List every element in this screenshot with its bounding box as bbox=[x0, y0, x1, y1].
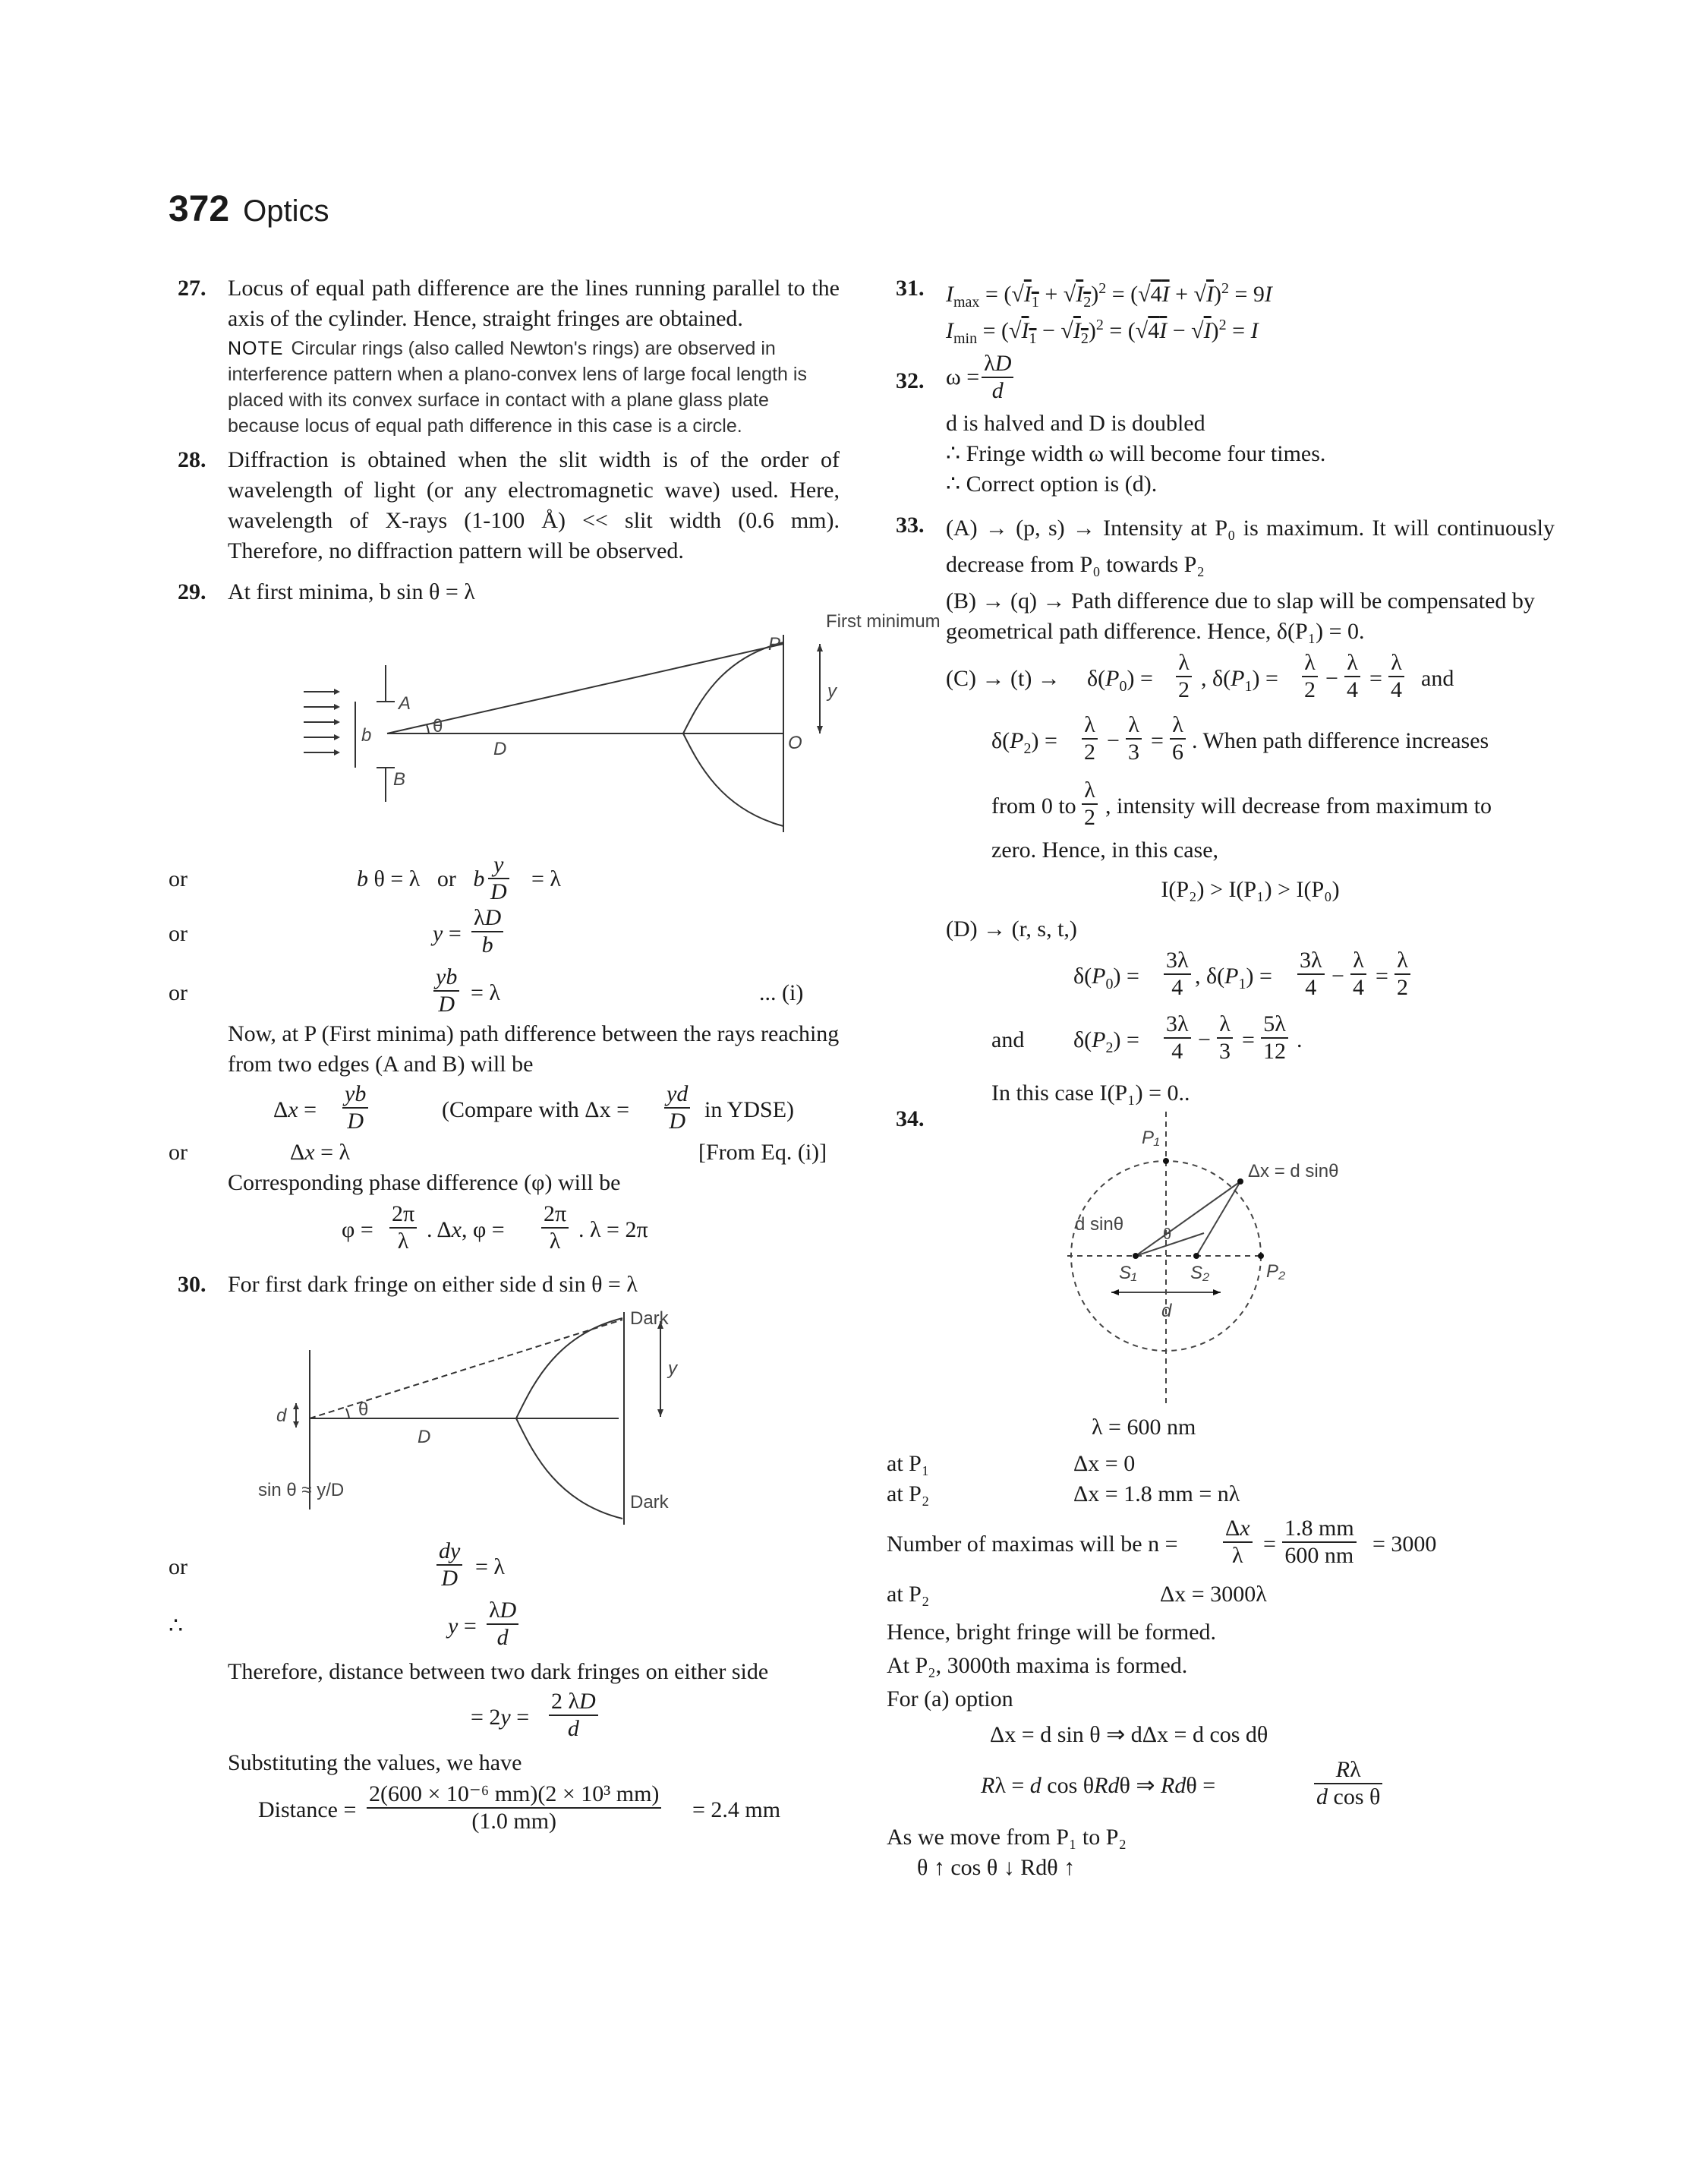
option-d-eq1: $\delta(P_0)$ = $\frac{3\lambda}{4}$ , $\delta(P_1)$ = $\frac{3\lambda}{4}$ − $\frac{\lambda}{4}$ = $\frac{\lambda}{2}$ bbox=[946, 945, 1555, 1008]
option-a-text: (A) → (p, s) → Intensity at P₀ is maximum. It will continuously decrease from P₀ towards P₂ bbox=[946, 516, 1555, 577]
question-number: 29. bbox=[178, 579, 206, 604]
equation-b-theta: or b θ = λ or b $\frac{y}{D}$ = λ bbox=[169, 852, 561, 904]
option-c-label: (C) → (t) → bbox=[946, 666, 1060, 691]
fig-label-theta: θ bbox=[358, 1399, 369, 1420]
fig-label-y: y bbox=[827, 681, 837, 702]
distance-denominator: (1.0 mm) bbox=[471, 1809, 557, 1834]
ydse-text: in YDSE) bbox=[704, 1097, 795, 1122]
at-p2-label: at P₂ bbox=[887, 1582, 930, 1607]
at-p2-3000-row bbox=[887, 1579, 1555, 1616]
phase-difference-text: Corresponding phase difference (φ) will be bbox=[228, 1170, 621, 1195]
option-c-eq3: from 0 to $\frac{\lambda}{2}$ , intensity will decrease from maximum to bbox=[991, 778, 1492, 830]
q32-line2: ∴ Fringe width ω will become four times. bbox=[946, 441, 1326, 466]
answer-text: Locus of equal path difference are the lines running parallel to the axis of the cylinder. Hence, straight fringes are obtained. bbox=[228, 276, 840, 331]
at-p2-label: at P₂ bbox=[887, 1481, 930, 1506]
note-text: Circular rings (also called Newton's rings) are observed in interference pattern when a plano-convex lens of large focal length is placed with its convex surface in contact with a plane glass plate because locus of equal path difference in this case is a circle. bbox=[228, 338, 807, 437]
right-column bbox=[887, 273, 1555, 1883]
question-34-solution bbox=[887, 1412, 1555, 1883]
page-number: 372 bbox=[169, 189, 230, 229]
or-label: or bbox=[169, 1554, 188, 1579]
at-p1-label: at P₁ bbox=[887, 1451, 930, 1476]
option-a-text: For (a) option bbox=[887, 1686, 1013, 1711]
answer-intro: For first dark fringe on either side d sin θ = λ bbox=[228, 1272, 638, 1297]
equation-dx-dsin: Δx = d sin θ ⇒ dΔx = d cos dθ bbox=[990, 1722, 1268, 1747]
maxima-label: Number of maximas will be n = bbox=[887, 1532, 1178, 1557]
question-number: 33. bbox=[896, 513, 925, 538]
equation-phi: φ = $\frac{2\pi}{\lambda}$ . Δx, φ = $\frac{2\pi}{\lambda}$ . λ = 2π bbox=[342, 1201, 648, 1254]
dark-fringe-diagram bbox=[228, 1304, 835, 1532]
or-label: or bbox=[169, 1140, 188, 1165]
path-difference-text: Now, at P (First minima) path difference between the rays reaching from two edges (A and B) will be bbox=[228, 1021, 840, 1077]
substituting-text: Substituting the values, we have bbox=[228, 1750, 522, 1775]
question-28 bbox=[169, 445, 840, 566]
question-34 bbox=[887, 1104, 1555, 1408]
compare-text: (Compare with Δx = bbox=[442, 1097, 630, 1122]
equation-yb: or $\frac{yb}{D}$ = λ ... (i) bbox=[169, 964, 804, 1017]
fig-label-theta: θ bbox=[433, 716, 443, 737]
q32-line3: ∴ Correct option is (d). bbox=[946, 472, 1158, 497]
fig-label-P: P bbox=[768, 634, 781, 655]
question-number: 34. bbox=[896, 1106, 925, 1131]
from-eq-ref: [From Eq. (i)] bbox=[698, 1140, 827, 1165]
question-33 bbox=[887, 510, 1555, 1109]
at-p2-value: Δx = 1.8 mm = nλ bbox=[1073, 1481, 1240, 1506]
option-c-and: and bbox=[1421, 666, 1454, 691]
option-c-eq2: $\delta(P_2)$ = $\frac{\lambda}{2}$ − $\frac{\lambda}{3}$ = $\frac{\lambda}{6}$ . When path difference increases bbox=[991, 712, 1489, 765]
fig-label-D: D bbox=[418, 1427, 431, 1447]
option-c-from: from 0 to bbox=[991, 793, 1076, 819]
q32-line1: d is halved and D is doubled bbox=[946, 411, 1205, 436]
equation-dy: or $\frac{dy}{D}$ = λ bbox=[169, 1538, 505, 1591]
equation-imin: $I_{min} = (√I_1 - √I_2)^2 = (√4I - √I)^2 = I$ bbox=[946, 317, 1259, 347]
distance-numerator: 2(600 × 10⁻⁶ mm)(2 × 10³ mm) bbox=[367, 1781, 661, 1809]
page-header bbox=[169, 188, 329, 230]
fig-label-A: A bbox=[399, 693, 411, 714]
equation-omega: ω = $\frac{\lambda D}{d}$ bbox=[946, 351, 1555, 409]
distance-label: Distance = bbox=[258, 1797, 357, 1822]
fig-label-b: b bbox=[361, 725, 372, 746]
maxima-equation: Number of maximas will be n = $\frac{\Delta x}{\lambda}$ = $\frac{1.8 mm}{600 nm}$ = 3000 bbox=[887, 1516, 1437, 1568]
or-label: or bbox=[169, 921, 188, 946]
therefore-symbol: ∴ bbox=[169, 1614, 184, 1639]
question-27 bbox=[169, 273, 840, 439]
bright-fringe-text: Hence, bright fringe will be formed. bbox=[887, 1620, 1217, 1645]
fig-label-d: d bbox=[276, 1405, 287, 1426]
fig-label-approx: sin θ ≈ y/D bbox=[258, 1480, 345, 1500]
fig-label-dx: Δx = d sinθ bbox=[1248, 1161, 1339, 1181]
equation-y-dark: ∴ y = $\frac{\lambda D}{d}$ bbox=[228, 1596, 840, 1657]
fig-label-dark-bottom: Dark bbox=[630, 1492, 669, 1513]
fig-label-y: y bbox=[668, 1358, 677, 1379]
maxima-formed-text: At P₂, 3000th maxima is formed. bbox=[887, 1653, 1188, 1678]
fig-label-B: B bbox=[393, 769, 406, 790]
equation-ref: ... (i) bbox=[759, 980, 804, 1005]
distance-result: = 2.4 mm bbox=[692, 1797, 781, 1822]
question-number: 28. bbox=[178, 447, 206, 472]
maxima-result: = 3000 bbox=[1372, 1532, 1437, 1557]
at-p1-value: Δx = 0 bbox=[1073, 1451, 1136, 1476]
question-30 bbox=[169, 1270, 840, 1839]
at-p2-row bbox=[887, 1479, 1555, 1513]
fig-label-S1: S₁ bbox=[1119, 1263, 1137, 1283]
fig-label-theta: θ bbox=[1163, 1226, 1172, 1243]
fig-label-first-minimum: First minimum bbox=[826, 611, 941, 632]
fig-label-P1: P₁ bbox=[1142, 1128, 1160, 1148]
option-d-eq2: and $\delta(P_2)$ = $\frac{3\lambda}{4}$ − $\frac{\lambda}{3}$ = $\frac{5\lambda}{12}$ . bbox=[991, 1011, 1303, 1064]
at-p1-row bbox=[887, 1449, 1555, 1479]
move-text: As we move from P₁ to P₂ bbox=[887, 1825, 1127, 1850]
question-number: 31. bbox=[896, 276, 925, 301]
equation-y: or y = $\frac{\lambda D}{b}$ bbox=[228, 902, 840, 964]
fig-label-D: D bbox=[493, 739, 507, 759]
question-32 bbox=[887, 351, 1555, 500]
lambda-value: λ = 600 nm bbox=[1092, 1415, 1196, 1440]
equation-2y: = 2y = $\frac{2 \lambda D}{d}$ bbox=[228, 1687, 840, 1748]
answer-text: Diffraction is obtained when the slit width is of the order of wavelength of light (or any electromagnetic wave) used. Here, wavelength of X-rays (1-100 Å) << slit width (0.6 mm). Therefore, no diffraction pattern will be observed. bbox=[228, 447, 840, 563]
option-c-eq1: (C) → (t) → $\delta(P_0)$ = $\frac{\lambda}{2}$ , $\delta(P_1)$ = $\frac{\lambda}{2}$ − $\frac{\lambda}{4}$ = $\frac{\lambda}{4}$ and bbox=[946, 650, 1454, 702]
note-label: NOTE bbox=[228, 338, 284, 359]
equation-imax: $I_{max} = (√I_1 + √I_2)^2 = (√4I + √I)^2 = 9I$ bbox=[946, 280, 1272, 311]
or-label: or bbox=[169, 980, 188, 1005]
or-label: or bbox=[169, 866, 188, 891]
note-box bbox=[228, 336, 840, 439]
answer-intro: At first minima, b sin θ = λ bbox=[228, 579, 475, 604]
option-c-when: . When path difference increases bbox=[1192, 728, 1489, 753]
option-c-zero: zero. Hence, in this case, bbox=[991, 838, 1219, 863]
option-b-text: (B) → (q) → Path difference due to slap will be compensated by geometrical path difference. Hence, δ(P₁) = 0. bbox=[946, 588, 1535, 644]
question-number: 27. bbox=[178, 276, 206, 301]
at-p2-3000-value: Δx = 3000λ bbox=[1160, 1582, 1267, 1607]
option-c-inequality: I(P₂) > I(P₁) > I(P₀) bbox=[1161, 877, 1340, 902]
equation-delta-x-lambda: or Δx = λ [From Eq. (i)] bbox=[228, 1137, 840, 1168]
fig-label-dsin: d sinθ bbox=[1075, 1214, 1124, 1235]
fig-label-S2: S₂ bbox=[1190, 1263, 1210, 1283]
equation-rlambda: Rλ = d cos θRdθ ⇒ Rdθ = $\frac{R\lambda}{\text{d cos θ}}$ bbox=[887, 1754, 1555, 1815]
fig-label-O: O bbox=[788, 733, 802, 753]
option-d-case: In this case I(P₁) = 0.. bbox=[991, 1080, 1190, 1106]
fig-label-d: d bbox=[1161, 1301, 1172, 1321]
fig-label-dark-top: Dark bbox=[630, 1308, 669, 1329]
single-slit-diagram bbox=[228, 611, 941, 847]
distance-text: Therefore, distance between two dark fringes on either side bbox=[228, 1659, 769, 1684]
question-number: 32. bbox=[896, 368, 925, 393]
chapter-title: Optics bbox=[243, 194, 329, 228]
fig-label-P2: P₂ bbox=[1266, 1261, 1286, 1282]
equation-delta-x: Δx = $\frac{yb}{D}$ (Compare with Δx = $\frac{yd}{D}$ in YDSE) bbox=[273, 1081, 795, 1134]
equation-distance bbox=[228, 1778, 840, 1839]
circle-source-diagram bbox=[946, 1104, 1553, 1408]
final-relation: θ ↑ cos θ ↓ Rdθ ↑ bbox=[917, 1855, 1076, 1880]
question-number: 30. bbox=[178, 1272, 206, 1297]
option-d-and: and bbox=[991, 1027, 1025, 1052]
option-d-label: (D) → (r, s, t,) bbox=[946, 916, 1077, 942]
question-31 bbox=[887, 273, 1555, 346]
option-c-intensity: , intensity will decrease from maximum to bbox=[1105, 793, 1492, 819]
